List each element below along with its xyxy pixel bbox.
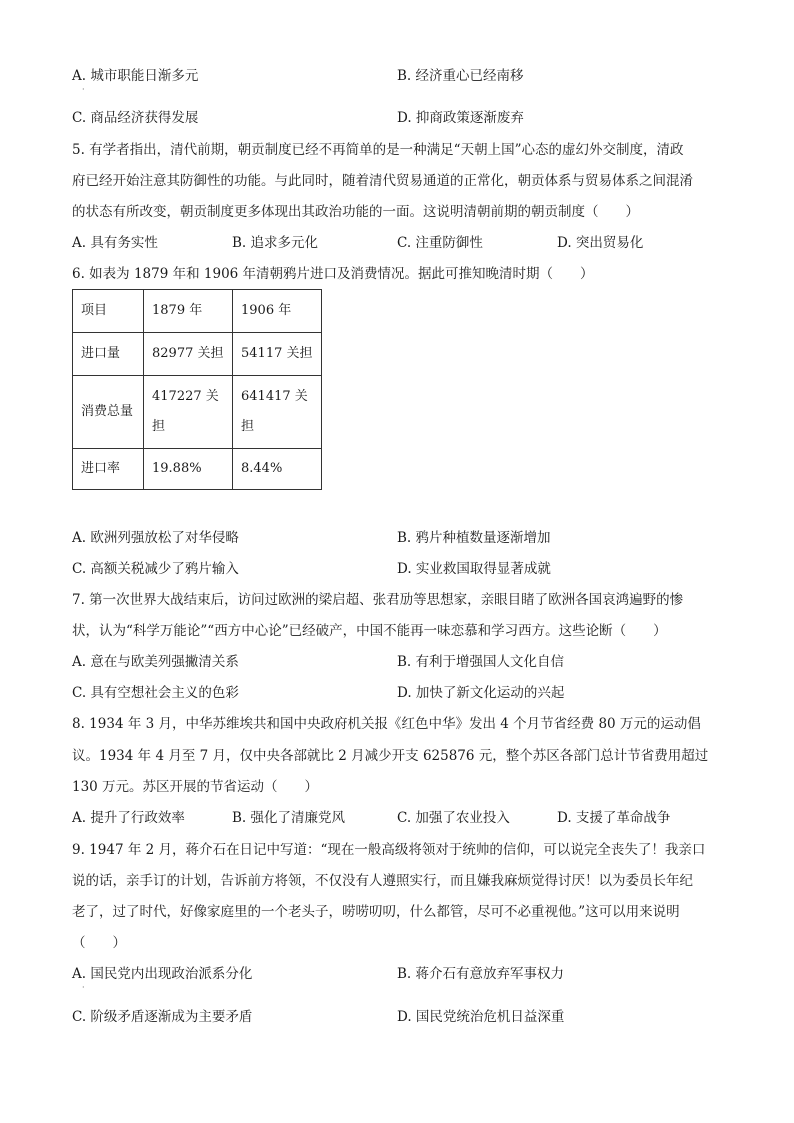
q6-option-d: D. 实业救国取得显著成就 [397, 561, 551, 577]
q5-stem-line-2: 府已经开始注意其防御性的功能。与此同时，随着清代贸易通道的正常化，朝贡体系与贸易体系之间混淆 [72, 173, 693, 189]
prev-option-c: C. 商品经济获得发展 [72, 110, 199, 126]
q5-stem-line-1: 5. 有学者指出，清代前期，朝贡制度已经不再简单的是一种满足“天朝上国”心态的虚幻外交制度，清政 [72, 142, 684, 158]
table-cell: 1879 年 [144, 290, 233, 333]
prev-option-d: D. 抑商政策逐渐废弃 [397, 110, 524, 126]
q9-option-c: C. 阶级矛盾逐渐成为主要矛盾 [72, 1009, 253, 1025]
q7-option-d: D. 加快了新文化运动的兴起 [397, 685, 565, 701]
mark-dot: · [82, 85, 85, 94]
q9-stem-line-2: 说的话，亲手订的计划，告诉前方将领，不仅没有人遵照实行，而且嫌我麻烦觉得讨厌！以为委员长年纪 [72, 873, 693, 889]
table-header-row [73, 290, 322, 333]
table-row [73, 449, 322, 490]
q5-option-a: A. 具有务实性 [72, 235, 158, 251]
table-cell: 54117 关担 [233, 333, 322, 376]
q6-option-b: B. 鸦片种植数量逐渐增加 [397, 530, 551, 546]
q5-option-b: B. 追求多元化 [232, 235, 319, 251]
mark-dot: · [82, 983, 85, 992]
q8-option-b: B. 强化了清廉党风 [232, 810, 346, 826]
q5-option-c: C. 注重防御性 [397, 235, 483, 251]
q8-stem-line-2: 议。1934 年 4 月至 7 月，仅中央各部就比 2 月减少开支 625876 元，整个苏区各部门总计节省费用超过 [72, 748, 709, 764]
table-cell: 进口量 [73, 333, 144, 376]
q6-stem: 6. 如表为 1879 年和 1906 年清朝鸦片进口及消费情况。据此可推知晚清时期（ ） [72, 266, 594, 282]
table-cell: 417227 关担 [144, 376, 233, 449]
q7-option-b: B. 有利于增强国人文化自信 [397, 654, 565, 670]
prev-option-b: B. 经济重心已经南移 [397, 68, 524, 84]
q7-option-a: A. 意在与欧美列强撇清关系 [72, 654, 239, 670]
q5-option-d: D. 突出贸易化 [557, 235, 644, 251]
q9-option-d: D. 国民党统治危机日益深重 [397, 1009, 565, 1025]
q8-option-d: D. 支援了革命战争 [557, 810, 671, 826]
q8-stem-line-3: 130 万元。苏区开展的节省运动（ ） [72, 779, 319, 795]
table-cell: 641417 关担 [233, 376, 322, 449]
table-cell: 消费总量 [73, 376, 144, 449]
table-cell: 8.44% [233, 449, 322, 490]
q7-option-c: C. 具有空想社会主义的色彩 [72, 685, 239, 701]
table-cell: 82977 关担 [144, 333, 233, 376]
q9-option-b: B. 蒋介石有意放弃军事权力 [397, 966, 565, 982]
q7-stem-line-2: 状，认为“科学万能论”“西方中心论”已经破产，中国不能再一味恋慕和学习西方。这些论断（ ） [72, 623, 667, 639]
q6-option-a: A. 欧洲列强放松了对华侵略 [72, 530, 239, 546]
table-cell: 进口率 [73, 449, 144, 490]
table-cell: 19.88% [144, 449, 233, 490]
q8-option-a: A. 提升了行政效率 [72, 810, 185, 826]
q5-stem-line-3: 的状态有所改变，朝贡制度更多体现出其政治功能的一面。这说明清朝前期的朝贡制度（ ） [72, 204, 639, 220]
table-row [73, 376, 322, 449]
opium-table [72, 289, 322, 490]
prev-option-a: A. 城市职能日渐多元 [72, 68, 199, 84]
q9-stem-line-1: 9. 1947 年 2 月，蒋介石在日记中写道：“现在一般高级将领对于统帅的信仰，可以说完全丧失了！我亲口 [72, 842, 706, 858]
table-row [73, 333, 322, 376]
table-cell: 项目 [73, 290, 144, 333]
q8-option-c: C. 加强了农业投入 [397, 810, 510, 826]
q9-option-a: A. 国民党内出现政治派系分化 [72, 966, 253, 982]
table-cell: 1906 年 [233, 290, 322, 333]
q9-stem-line-3: 老了，过了时代，好像家庭里的一个老头子，唠唠叨叨，什么都管，尽可不必重视他。”这可以用来说明 [72, 904, 680, 920]
q8-stem-line-1: 8. 1934 年 3 月，中华苏维埃共和国中央政府机关报《红色中华》发出 4 个月节省经费 80 万元的运动倡 [72, 716, 701, 732]
q9-stem-line-4: （ ） [72, 935, 126, 951]
q6-option-c: C. 高额关税减少了鸦片输入 [72, 561, 239, 577]
q7-stem-line-1: 7. 第一次世界大战结束后，访问过欧洲的梁启超、张君劢等思想家，亲眼目睹了欧洲各国哀鸿遍野的惨 [72, 592, 684, 608]
